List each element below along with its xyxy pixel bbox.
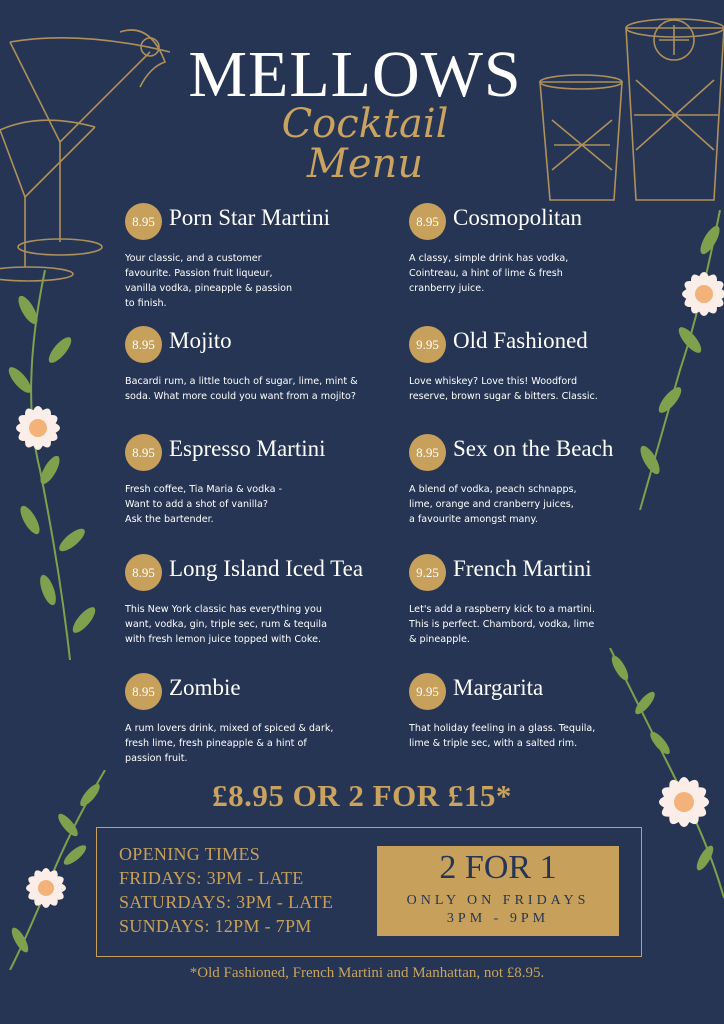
price-badge: 8.95 (125, 326, 162, 363)
left-vine-decoration (0, 270, 110, 660)
opening-times-title: OPENING TIMES (119, 844, 261, 864)
price-badge: 8.95 (409, 203, 446, 240)
cocktail-description: This New York classic has everything you want, vodka, gin, triple sec, rum & tequila with fresh lemon juice topped with Coke. (125, 604, 327, 645)
cocktail-description: A classy, simple drink has vodka, Cointreau, a hint of lime & fresh cranberry juice. (409, 253, 569, 294)
opening-times-box (96, 827, 642, 957)
cocktail-description: Love whiskey? Love this! Woodford reserve, brown sugar & bitters. Classic. (409, 376, 598, 402)
deal-hours: 3PM - 9PM (446, 911, 550, 926)
cocktail-name: Mojito (169, 328, 232, 353)
page-title: MELLOWS (188, 38, 522, 111)
whiskey-glass-illustration (534, 10, 724, 210)
cocktail-name: Porn Star Martini (169, 205, 330, 230)
cocktail-name: Zombie (169, 675, 241, 700)
cocktail-description: A rum lovers drink, mixed of spiced & dark, fresh lime, fresh pineapple & a hint of passion fruit. (125, 723, 334, 764)
price-badge: 9.25 (409, 554, 446, 591)
price-badge: 9.95 (409, 673, 446, 710)
cocktail-description: Bacardi rum, a little touch of sugar, lime, mint & soda. What more could you want from a mojito? (125, 376, 358, 402)
page-subtitle: Cocktail Menu (281, 101, 449, 187)
cocktail-name: Old Fashioned (453, 328, 588, 353)
daisy-flower-icon (14, 856, 78, 920)
opening-times-line: SUNDAYS: 12PM - 7PM (119, 916, 312, 936)
cocktail-name: Long Island Iced Tea (169, 556, 364, 581)
cocktail-description: A blend of vodka, peach schnapps, lime, orange and cranberry juices, a favourite amongst many. (409, 484, 577, 525)
opening-times-line: FRIDAYS: 3PM - LATE (119, 868, 304, 888)
price-badge: 8.95 (125, 203, 162, 240)
cocktail-name: Sex on the Beach (453, 436, 614, 461)
deal-title: 2 FOR 1 (439, 849, 557, 886)
footnote: *Old Fashioned, French Martini and Manhattan, not £8.95. (189, 965, 545, 981)
cocktail-name: Margarita (453, 675, 544, 700)
cocktail-name: Espresso Martini (169, 436, 326, 461)
cocktail-description: Fresh coffee, Tia Maria & vodka - Want to add a shot of vanilla? Ask the bartender. (125, 484, 283, 525)
two-for-one-deal-box (377, 846, 619, 936)
price-badge: 8.95 (125, 673, 162, 710)
price-badge: 9.95 (409, 326, 446, 363)
price-badge: 8.95 (125, 434, 162, 471)
price-badge: 8.95 (409, 434, 446, 471)
cocktail-name: Cosmopolitan (453, 205, 583, 230)
deal-days: ONLY ON FRIDAYS (406, 893, 590, 908)
daisy-flower-icon (2, 392, 74, 464)
cocktail-name: French Martini (453, 556, 592, 581)
cocktail-description: Your classic, and a customer favourite. Passion fruit liqueur, vanilla vodka, pineapple & passion to finish. (125, 253, 293, 309)
cocktail-description: Let's add a raspberry kick to a martini. This is perfect. Chambord, vodka, lime & pineapple. (409, 604, 596, 645)
daisy-flower-icon (644, 762, 724, 842)
price-promo-banner: £8.95 OR 2 FOR £15* (212, 778, 512, 813)
cocktail-description: That holiday feeling in a glass. Tequila, lime & triple sec, with a salted rim. (409, 723, 596, 749)
opening-times-line: SATURDAYS: 3PM - LATE (119, 892, 334, 912)
price-badge: 8.95 (125, 554, 162, 591)
